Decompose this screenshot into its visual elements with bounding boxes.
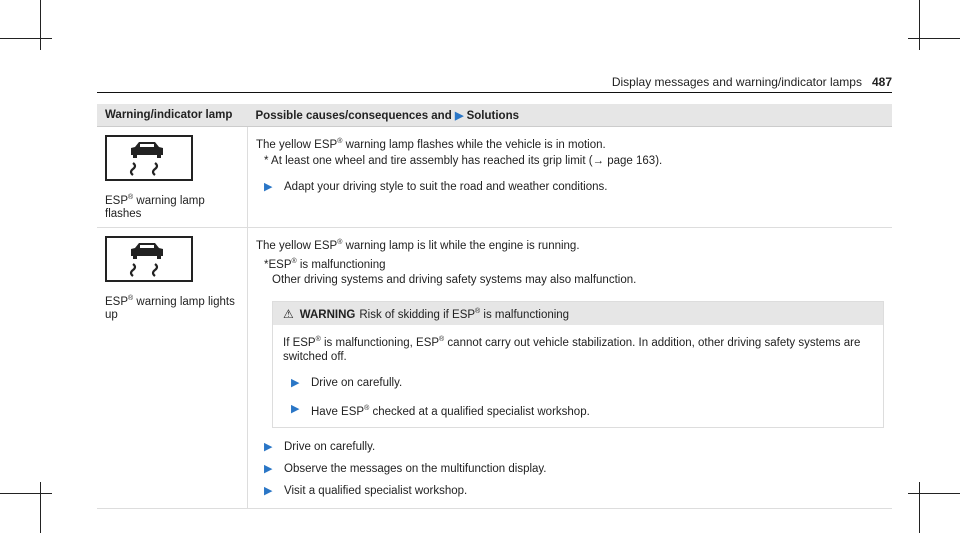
table-header-row bbox=[97, 104, 892, 127]
solution-step: ▶ Have ESP® checked at a qualified specialist workshop. bbox=[291, 403, 590, 418]
warning-label: WARNING bbox=[299, 309, 356, 322]
crop-mark bbox=[908, 493, 960, 494]
crop-mark bbox=[0, 493, 52, 494]
crop-mark bbox=[40, 482, 41, 533]
solution-step: ▶ Visit a qualified specialist workshop. bbox=[264, 484, 468, 497]
warning-body: If ESP® is malfunctioning, ESP® cannot carry out vehicle stabilization. In addition, other driving safety systems are switched off. ▶ Drive on carefully. ▶ Have ESP® checked at a qualified specialist workshop. bbox=[273, 325, 883, 427]
header-title: Display messages and warning/indicator lamps bbox=[611, 75, 862, 89]
causes-cell: The yellow ESP® warning lamp flashes while the vehicle is in motion. * At least one wheel and tire assembly has reached its grip limit (→ page 163). ▶ Adapt your driving style to suit the road and weather conditions. bbox=[248, 127, 893, 228]
page-number: 487 bbox=[871, 75, 892, 89]
solution-arrow-icon: ▶ bbox=[454, 109, 464, 122]
step-arrow-icon: ▶ bbox=[264, 180, 273, 193]
crop-mark bbox=[919, 482, 920, 533]
table-row bbox=[97, 227, 892, 508]
step-arrow-icon: ▶ bbox=[264, 484, 273, 497]
page-header bbox=[612, 75, 892, 89]
col-header-lamp: Warning/indicator lamp bbox=[97, 104, 248, 127]
warning-triangle-icon: ⚠ bbox=[283, 307, 294, 322]
step-arrow-icon: ▶ bbox=[291, 403, 300, 416]
lamp-label: warning lamp flashes bbox=[105, 194, 205, 220]
table-row bbox=[97, 127, 892, 228]
solution-step: ▶ Drive on carefully. bbox=[291, 377, 403, 390]
lamp-cell: ESP® warning lamp flashes bbox=[97, 127, 248, 228]
lamp-cell: ESP® warning lamp lights up bbox=[97, 227, 248, 508]
causes-cell: The yellow ESP® warning lamp is lit while the engine is running. *ESP® is malfunctioning Other driving systems and driving safety systems may also malfunction. ⚠ WARNING Risk of skidding if ESP® is malfunctioning If ESP® is malfunctioning, ESP® cannot carry out vehicle stabilization. In addition, other driving safety systems are switched off. ▶ Drive on carefully. ▶ Have ESP® checked at a qualified specialist workshop. ▶ Drive on carefully. ▶ Observe the messages on the multifunction display. ▶ Visit a qualified specialist workshop. bbox=[248, 227, 893, 508]
warning-header: ⚠ WARNING Risk of skidding if ESP® is malfunctioning bbox=[273, 302, 883, 325]
header-rule bbox=[97, 92, 892, 93]
step-arrow-icon: ▶ bbox=[264, 462, 273, 475]
crop-mark bbox=[40, 0, 41, 50]
crop-mark bbox=[908, 38, 960, 39]
warning-lamp-table bbox=[97, 104, 892, 509]
lamp-label: warning lamp lights up bbox=[105, 295, 235, 321]
esp-skid-car-icon bbox=[105, 236, 193, 282]
solution-step: ▶ Drive on carefully. bbox=[264, 440, 376, 453]
cause-text: * At least one wheel and tire assembly has reached its grip limit (→ page 163). bbox=[264, 154, 663, 167]
step-arrow-icon: ▶ bbox=[264, 440, 273, 453]
crop-mark bbox=[919, 0, 920, 50]
step-arrow-icon: ▶ bbox=[291, 377, 300, 390]
esp-skid-car-icon bbox=[105, 135, 193, 181]
warning-box bbox=[272, 301, 884, 427]
solution-step: ▶ Adapt your driving style to suit the road and weather conditions. bbox=[264, 180, 608, 193]
note-text: Other driving systems and driving safety systems may also malfunction. bbox=[272, 274, 637, 287]
solution-step: ▶ Observe the messages on the multifunction display. bbox=[264, 462, 547, 475]
col-header-causes: Possible causes/consequences and ▶ Solutions bbox=[248, 104, 893, 127]
crop-mark bbox=[0, 38, 52, 39]
